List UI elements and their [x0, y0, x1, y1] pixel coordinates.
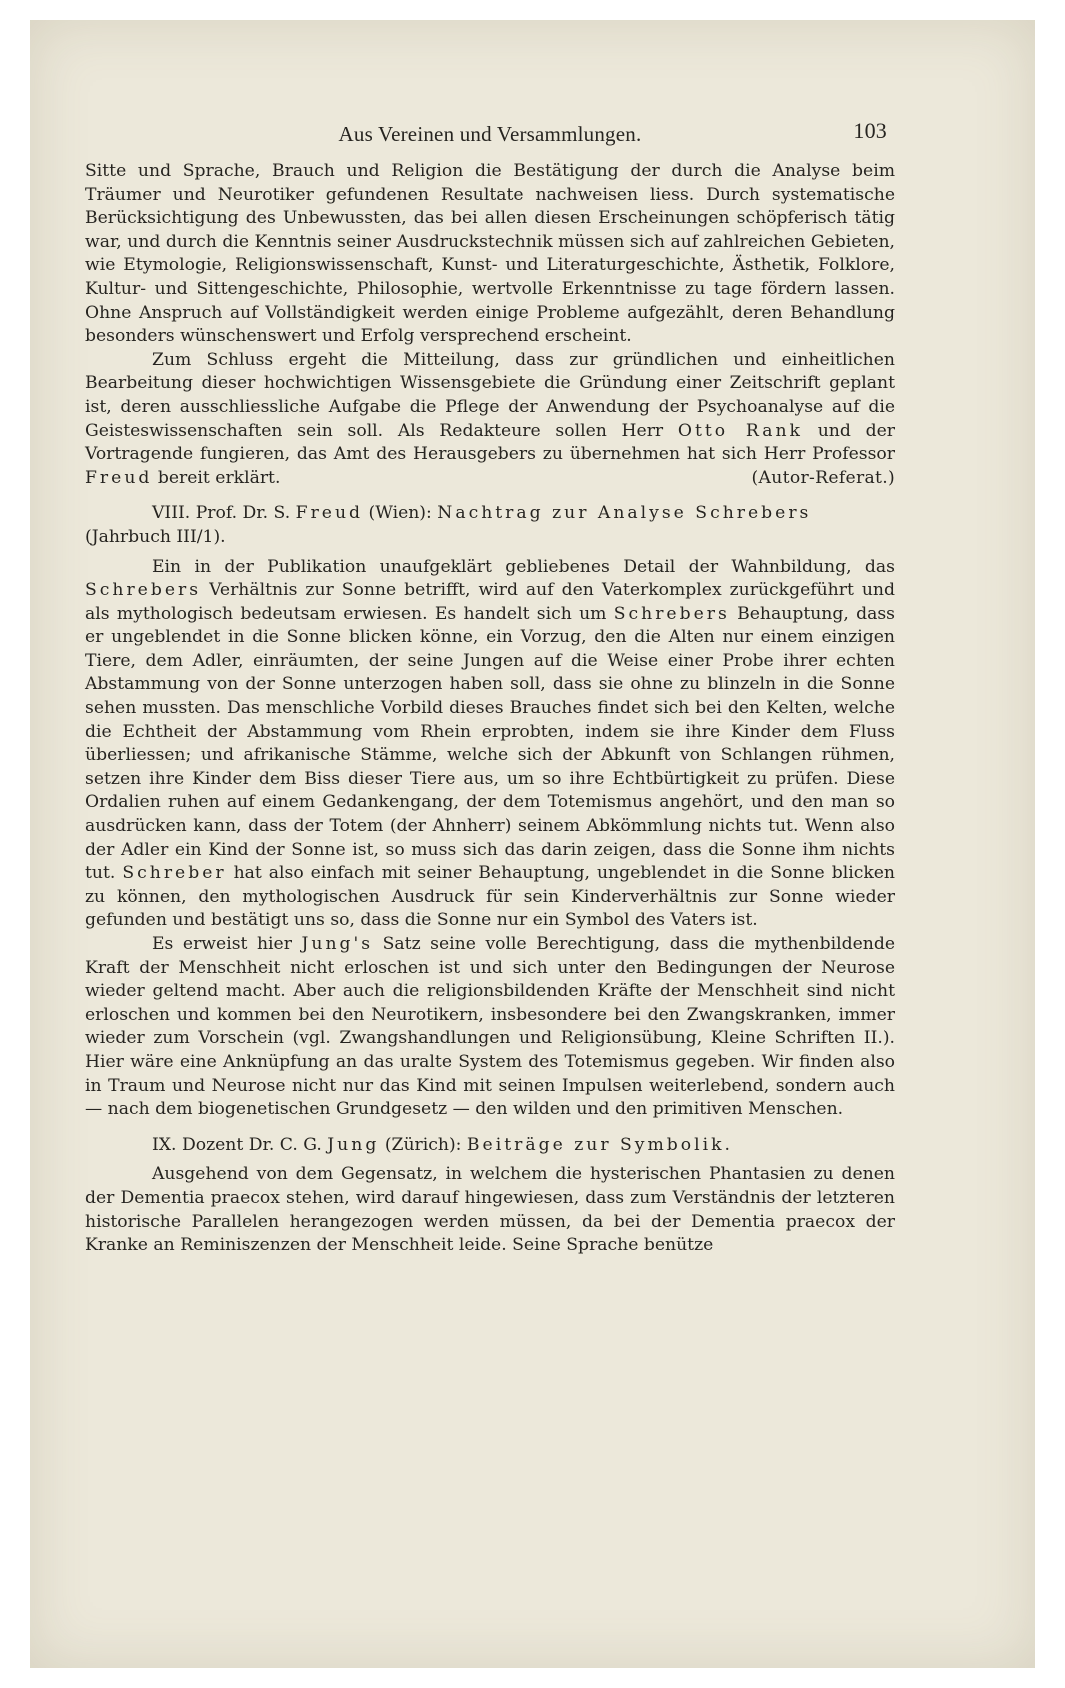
section-ix-speaker-name: Jung	[327, 1134, 380, 1155]
section-vii-p2-text-a: Zum Schluss ergeht die Mitteilung, dass zur gründlichen und einheitlichen Bearbeitung dieser hochwichtigen Wissensgebiete die Gründung einer Zeitschrift geplant ist, deren ausschliessliche Aufgabe die Pflege der Anwendung der Psychoanalyse auf die Geisteswissenschaften sein soll. Als Redakteure sollen Herr	[85, 349, 895, 441]
section-vii-paragraph-1: Sitte und Sprache, Brauch und Religion die Bestätigung der durch die Analyse beim Träumer und Neurotiker gefundenen Resultate nachweisen liess. Durch systematische Berücksichtigung des Unbewussten, das bei allen diesen Erscheinungen schöpferisch tätig war, und durch die Kenntnis seiner Ausdruckstechnik müssen sich auf zahlreichen Gebieten, wie Etymologie, Religionswissenschaft, Kunst- und Literaturgeschichte, Ästhetik, Folklore, Kultur- und Sittengeschichte, Philosophie, wertvolle Erkenntnisse zu tage fördern lassen. Ohne Anspruch auf Vollständigkeit werden einige Probleme aufgezählt, deren Behandlung besonders wünschenswert und Erfolg versprechend erscheint.	[85, 161, 895, 347]
author-name-freud: Freud	[85, 467, 153, 488]
section-viii-p1-text-b: Verhältnis zur Sonne betrifft, wird auf den Vaterkomplex zurückgeführt und als mythologisch bedeutsam erwiesen. Es handelt sich um	[85, 580, 896, 624]
section-ix-lecture-title: Beiträge zur Symbolik.	[466, 1134, 734, 1155]
author-referat-note: (Autor-Referat.)	[751, 467, 895, 488]
section-ix-heading	[85, 1134, 895, 1158]
section-viii-p2-text-b: Satz seine volle Berechtigung, dass die mythenbildende Kraft der Menschheit nicht erloschen ist und sich unter den Bedingungen der Neurose wieder geltend macht. Aber auch die religionsbildenden Kräfte der Menschheit sind nicht erloschen und kommen bei den Neurotikern, insbesondere bei den Zwangskranken, immer wieder zum Vorschein (vgl. Zwangshandlungen und Religionsübung, Kleine Schriften II.). Hier wäre eine Anknüpfung an das uralte System des Totemismus gegeben. Wir finden also in Traum und Neurose nicht nur das Kind mit seinen Impulsen weiterlebend, sondern auch — nach dem biogenetischen Grundgesetz — den wilden und den primitiven Menschen.	[85, 934, 895, 1120]
name-schrebers-2: Schrebers	[613, 603, 730, 624]
section-vii-paragraph-2	[85, 349, 895, 491]
section-viii-p1-text-a: Ein in der Publikation unaufgeklärt gebliebenes Detail der Wahnbildung, das	[152, 556, 895, 577]
running-header	[85, 116, 895, 150]
page-number: 103	[853, 118, 887, 143]
section-viii-paragraph-2	[85, 933, 895, 1122]
page-content	[85, 116, 895, 1258]
section-viii-heading	[85, 502, 895, 549]
name-schrebers-1: Schrebers	[85, 580, 202, 601]
section-viii-heading-source: (Jahrbuch III/1).	[85, 526, 226, 547]
section-ix-paragraph-1: Ausgehend von dem Gegensatz, in welchem die hysterischen Phantasien zu denen der Dementia praecox stehen, wird darauf hingewiesen, dass zum Verständnis der letzteren historische Parallelen herangezogen werden müssen, da bei der Dementia praecox der Kranke an Reminiszenzen der Menschheit leide. Seine Sprache benütze	[85, 1164, 895, 1256]
section-viii-p2-text-a: Es erweist hier	[152, 934, 292, 954]
section-viii-lecture-title: Nachtrag zur Analyse Schrebers	[437, 503, 812, 524]
name-schreber: Schreber	[122, 863, 227, 884]
section-viii-heading-prefix: VIII. Prof. Dr. S.	[152, 503, 291, 524]
section-viii-speaker-name: Freud	[295, 503, 364, 524]
section-vii-p2-text-c: bereit erklärt.	[157, 467, 281, 488]
section-ix-heading-prefix: IX. Dozent Dr. C. G.	[152, 1134, 322, 1155]
section-vii-p2-text-b: und der Vortragende fungieren, das Amt des Herausgebers zu übernehmen hat sich Herr Professor	[85, 420, 895, 465]
section-viii-paragraph-1	[85, 556, 895, 934]
section-viii-heading-place: (Wien):	[368, 503, 432, 524]
section-ix-heading-place: (Zürich):	[384, 1134, 462, 1155]
body-text	[85, 160, 895, 1258]
running-title: Aus Vereinen und Versammlungen.	[338, 122, 642, 146]
name-jungs: Jung's	[301, 934, 374, 954]
author-name-otto-rank: Otto Rank	[677, 420, 803, 441]
section-viii-p1-text-c: Behauptung, dass er ungeblendet in die Sonne blicken könne, ein Vorzug, den die Alten nur einem einzigen Tiere, dem Adler, einräumten, der seine Jungen auf die Weise einer Probe ihrer echten Abstammung von der Sonne unterzogen haben soll, dass sie ohne zu blinzeln in die Sonne sehen mussten. Das menschliche Vorbild dieses Brauches findet sich bei den Kelten, welche die Echtheit der Abstammung vom Rhein erprobten, indem sie ihre Kinder dem Fluss überliessen; und afrikanische Stämme, welche sich der Abkunft von Schlangen rühmen, setzen ihre Kinder dem Biss dieser Tiere aus, um so ihre Echtbürtigkeit zu prüfen. Diese Ordalien ruhen auf einem Gedankengang, der dem Totemismus angehört, und den man so ausdrücken kann, dass der Totem (der Ahnherr) seinem Abkömmlung nichts tut. Wenn also der Adler ein Kind der Sonne ist, so muss sich das darin zeigen, dass die Sonne ihm nichts tut.	[85, 603, 896, 884]
book-page	[30, 20, 1035, 1668]
section-viii-p1-text-d: hat also einfach mit seiner Behauptung, ungeblendet in die Sonne blicken zu können, den mythologischen Ausdruck für sein Kinderverhältnis zur Sonne wieder gefunden und bestätigt uns so, dass die Sonne nur ein Symbol des Vaters ist.	[85, 863, 895, 931]
